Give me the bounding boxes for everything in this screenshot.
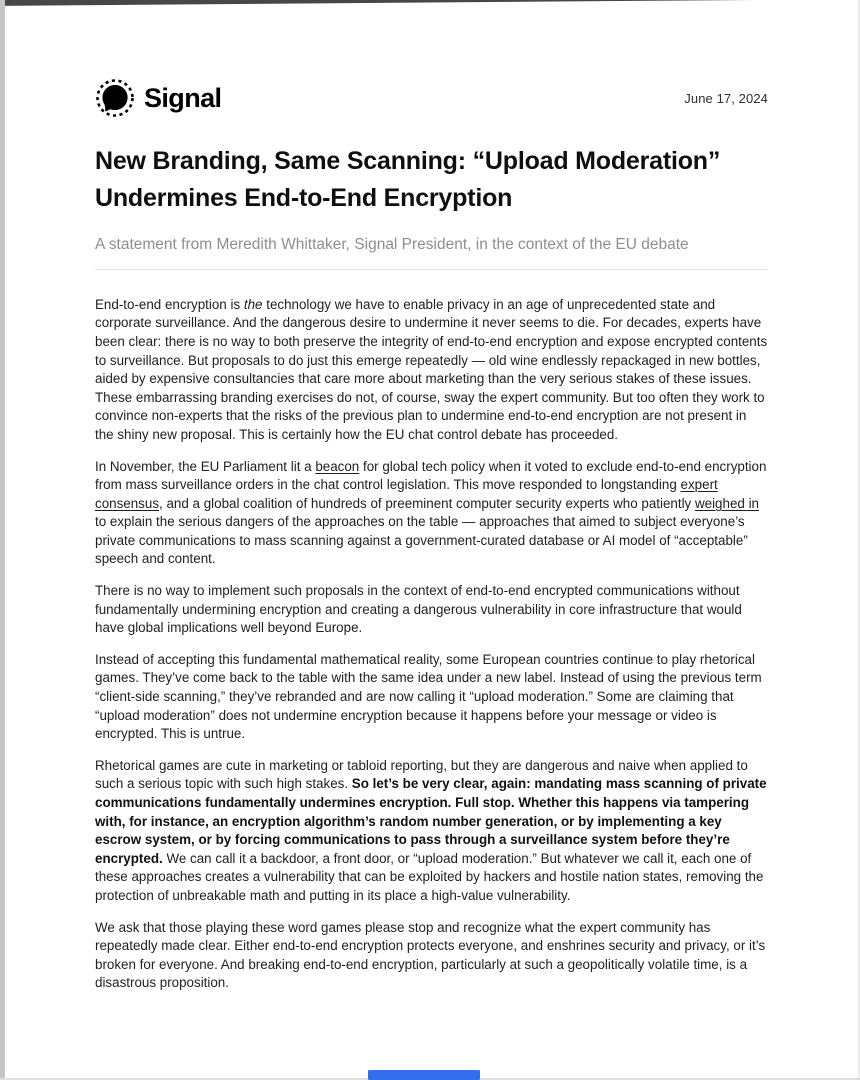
article-title: [95, 143, 768, 217]
link-weighed-in[interactable]: weighed in: [694, 495, 759, 511]
text-run: We can call it a backdoor, a front door, or “upload moderation.” But whatever we call it, each one of these approaches creates a vulnerability that can be exploited by hackers and hostile nation states, removing the protection of unbreakable math and putting in its place a high-value vulnerability.: [95, 850, 764, 903]
article-body: [95, 296, 768, 993]
photo-left-edge: [0, 0, 5, 1080]
article-date: June 17, 2024: [684, 90, 768, 106]
text-run: technology we have to enable privacy in an age of unprecedented state and corporate surveillance. And the dangerous desire to undermine it never seems to die. For decades, experts have been clear: there is no way to both preserve the integrity of end-to-end encryption and expose encrypted contents to surveillance. But proposals to do just this emerge repeatedly — old wine endlessly repackaged in new bottles, aided by expensive consultancies that care more about marketing than the very serious stakes of these issues. These embarrassing branding exercises do not, of course, sway the expert community. But too often they work to convince non-experts that the risks of the previous plan to undermine end-to-end encryption are not present in the shiny new proposal. This is certainly how the EU chat control debate has proceeded.: [95, 296, 768, 442]
link-expert-consensus[interactable]: expert consensus: [95, 477, 718, 511]
brand-wordmark: Signal: [144, 82, 222, 113]
text-run: Instead of accepting this fundamental mathematical reality, some European countries continue to play rhetorical games. They’ve come back to the table with the same idea under a new label. Instead of using the previous term “client-side scanning,” they’ve rebranded and are now calling it “upload moderation.” Some are claiming that “upload moderation” does not undermine encryption because it happens before your message or video is encrypted. This is untrue.: [95, 651, 762, 742]
paragraph: [95, 757, 768, 906]
signal-speech-bubble-icon: [95, 78, 135, 118]
bold-text: So let’s be very clear, again: mandating mass scanning of private communications fundamentally undermines encryption. Full stop. Whether this happens via tampering with, for instance, an encryption algorithm’s random number generation, or by implementing a key escrow system, or by forcing communications to pass through a surveillance system before they’re encrypted.: [95, 776, 767, 866]
paragraph: [95, 919, 768, 993]
article-title-line-1: New Branding, Same Scanning: “Upload Moderation”: [95, 147, 721, 175]
text-run: End-to-end encryption is: [95, 296, 244, 312]
paragraph: [95, 296, 768, 445]
text-run: We ask that those playing these word games please stop and recognize what the expert community has repeatedly made clear. Either end-to-end encryption protects everyone, and enshrines security and privacy, or it’s broken for everyone. And breaking end-to-end encryption, particularly at such a geopolitically volatile time, is a disastrous proposition.: [95, 919, 766, 991]
text-run: Rhetorical games are cute in marketing or tabloid reporting, but they are dangerous and naive when applied to such a serious topic with such high stakes.: [95, 757, 748, 792]
article-subtitle: A statement from Meredith Whittaker, Signal President, in the context of the EU debate: [95, 235, 689, 253]
paragraph: [95, 582, 768, 638]
article-title-line-2: Undermines End-to-End Encryption: [95, 184, 513, 212]
text-run: In November, the EU Parliament lit a: [95, 458, 316, 474]
link-beacon[interactable]: beacon: [315, 458, 360, 474]
paragraph: [95, 458, 768, 570]
text-run: for global tech policy when it voted to exclude end-to-end encryption from mass surveillance orders in the chat control legislation. This move responded to longstanding: [95, 458, 767, 493]
bottom-blue-bar: [368, 1070, 480, 1080]
text-run: , and a global coalition of hundreds of preeminent computer security experts who patiently: [159, 495, 695, 511]
italic-text: the: [243, 296, 263, 312]
text-run: There is no way to implement such proposals in the context of end-to-end encrypted communications without fundamentally undermining encryption and creating a dangerous vulnerability in core infrastructure that would have global implications well beyond Europe.: [95, 583, 742, 636]
text-run: to explain the serious dangers of the approaches on the table — approaches that aimed to subject everyone’s private communications to mass scanning against a government-curated database or AI model of “acceptable” speech and content.: [95, 514, 748, 567]
header: [95, 78, 768, 118]
signal-logo: [95, 78, 221, 118]
divider-line: [95, 269, 768, 270]
paragraph: [95, 651, 768, 744]
